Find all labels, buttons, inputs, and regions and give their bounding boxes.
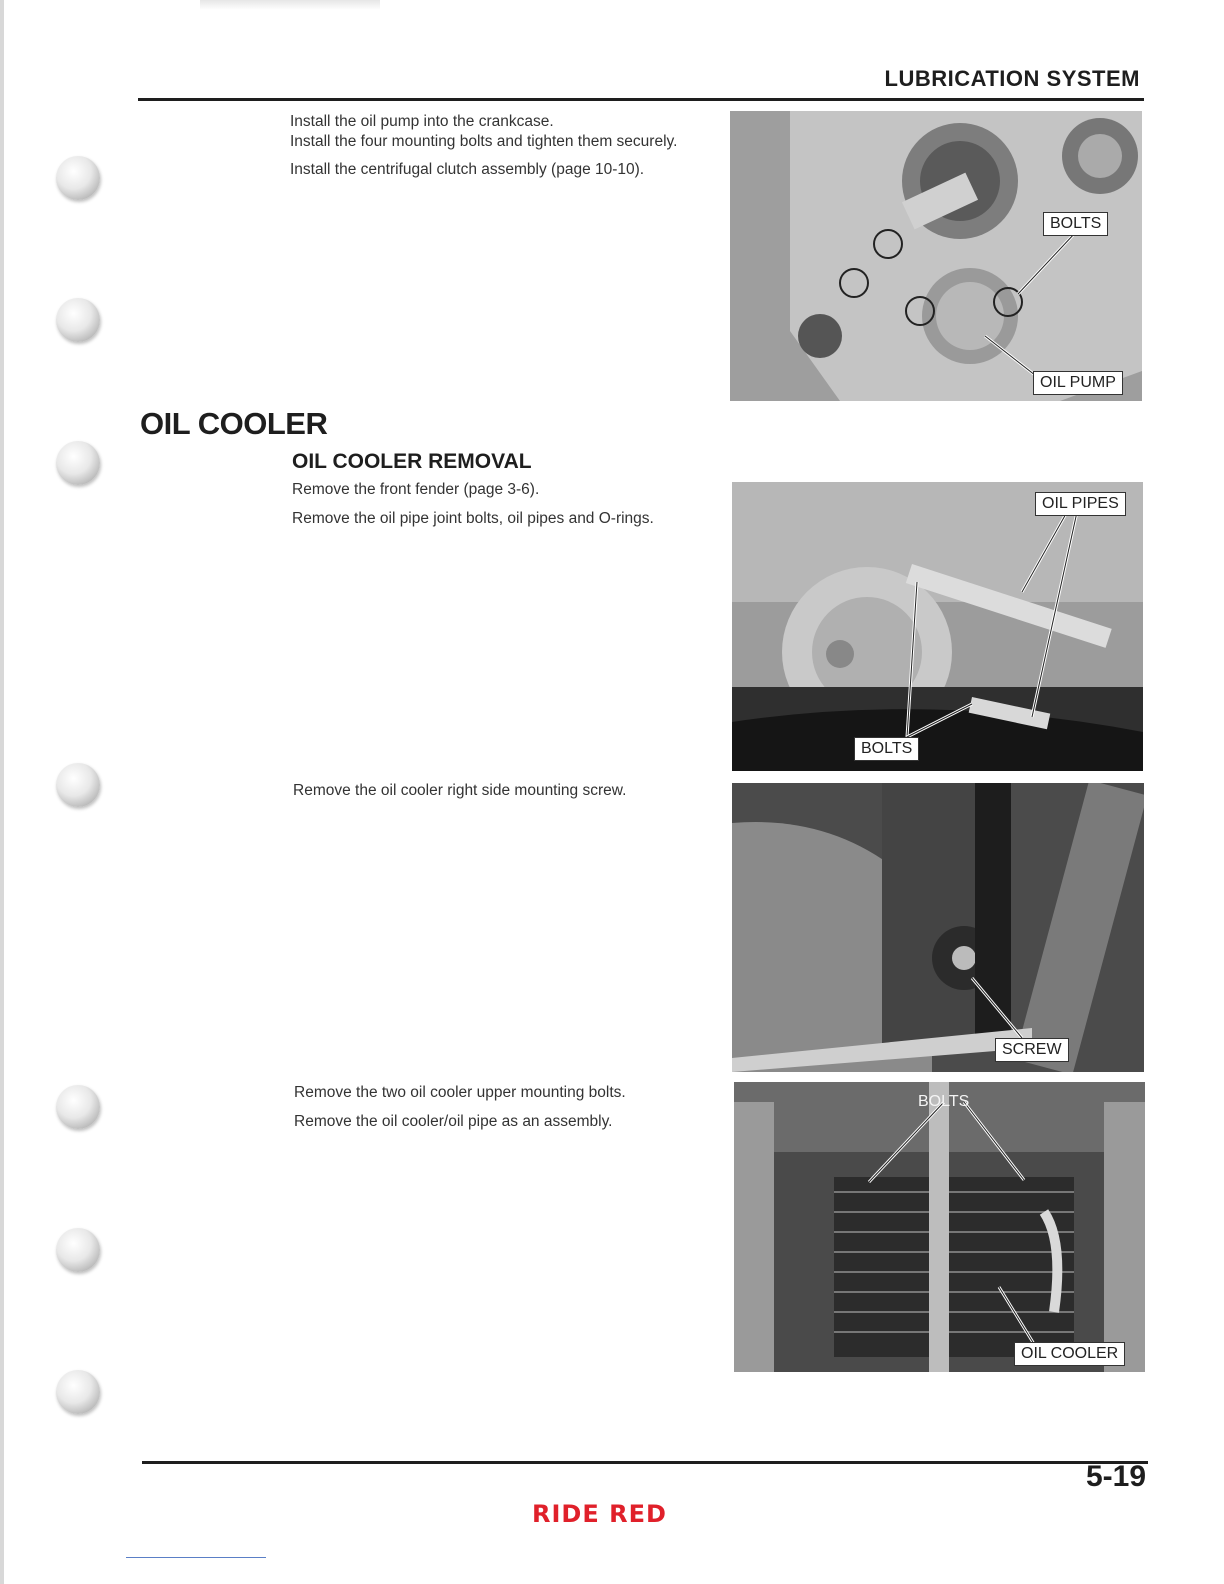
subsection-title: OIL COOLER REMOVAL — [292, 450, 532, 473]
callout-oil-pipes: OIL PIPES — [1035, 492, 1126, 516]
section-header-title: LUBRICATION SYSTEM — [884, 66, 1140, 91]
instruction-block-oil-cooler — [294, 1083, 722, 1140]
instruction-block-oil-pipes — [292, 480, 720, 537]
section-title: OIL COOLER — [140, 406, 328, 441]
scan-smudge — [200, 0, 380, 10]
instruction-line: Install the four mounting bolts and tighten them securely. — [290, 132, 678, 150]
callout-bolts: BOLTS — [854, 737, 919, 761]
footer-brand-text: RIDE RED — [532, 1500, 667, 1528]
footer-rule — [142, 1461, 1148, 1464]
binder-hole — [56, 1228, 100, 1272]
callout-bolts: BOLTS — [1043, 212, 1108, 236]
binder-hole — [56, 156, 100, 200]
instruction-block-oil-pump — [290, 112, 718, 189]
instruction-line: Install the oil pump into the crankcase. — [290, 113, 554, 130]
photo-screw — [732, 783, 1144, 1072]
page-number: 5-19 — [1085, 1460, 1146, 1493]
header-rule — [138, 98, 1144, 101]
instruction-line: Remove the two oil cooler upper mounting bolts. — [294, 1084, 626, 1101]
binder-hole — [56, 1370, 100, 1414]
binder-hole — [56, 298, 100, 342]
instruction-line: Install the centrifugal clutch assembly (page 10-10). — [290, 161, 645, 178]
callout-oil-pump: OIL PUMP — [1033, 371, 1123, 395]
photo-oil-pump — [730, 111, 1142, 401]
binder-hole — [56, 441, 100, 485]
photo-screw-graphic — [732, 783, 1144, 1072]
instruction-line: Remove the oil cooler/oil pipe as an assembly. — [294, 1112, 613, 1130]
photo-oil-pump-graphic — [730, 111, 1142, 401]
photo-oil-cooler-graphic — [734, 1082, 1145, 1372]
photo-oil-pipes — [732, 482, 1143, 771]
instruction-block-screw — [293, 781, 721, 810]
instruction-line: Remove the oil pipe joint bolts, oil pipes and O-rings. — [292, 509, 654, 527]
callout-screw: SCREW — [995, 1038, 1069, 1062]
callout-oil-cooler: OIL COOLER — [1014, 1342, 1125, 1366]
photo-oil-cooler — [734, 1082, 1145, 1372]
page-left-edge — [0, 0, 4, 1584]
instruction-line: Remove the front fender (page 3-6). — [292, 481, 540, 498]
instruction-line: Remove the oil cooler right side mounting screw. — [293, 782, 627, 799]
photo-oil-pipes-graphic — [732, 482, 1143, 771]
binder-hole — [56, 763, 100, 807]
footer-link-underline — [126, 1557, 266, 1558]
callout-bolts: BOLTS — [918, 1093, 970, 1110]
binder-hole — [56, 1085, 100, 1129]
